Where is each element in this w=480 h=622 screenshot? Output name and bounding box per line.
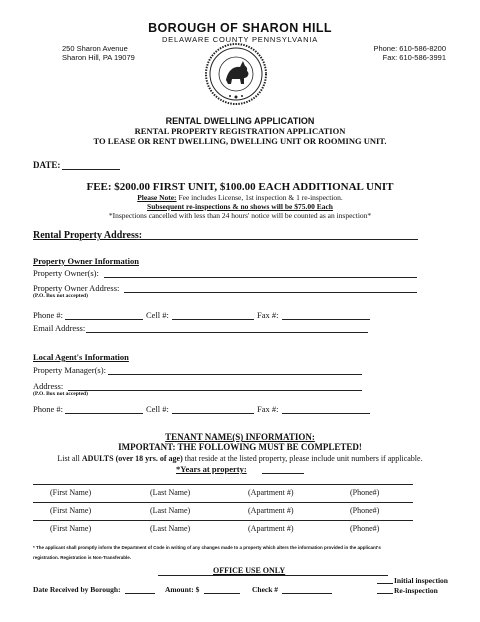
agent-address-label: Address:	[33, 381, 64, 391]
agent-fax-label: Fax #:	[257, 404, 279, 414]
footnote-line-1-text: The applicant shall promptly inform the Department of Code in writing of any changes made to a property which alters the information provided in the applicant's	[36, 545, 381, 550]
date-label: DATE:	[33, 160, 61, 170]
tenant-row-1-first: (First Name)	[50, 488, 92, 497]
re-inspection-field[interactable]	[377, 593, 393, 594]
agent-fax-field[interactable]	[282, 413, 370, 414]
owner-phone-field[interactable]	[65, 319, 143, 320]
rental-address-field[interactable]	[136, 239, 418, 240]
date-field[interactable]	[62, 169, 120, 170]
owner-name-field[interactable]	[104, 277, 417, 278]
owner-fax-field[interactable]	[282, 319, 370, 320]
owner-phone-label: Phone #:	[33, 310, 63, 320]
address-line-1: 250 Sharon Avenue	[62, 44, 128, 53]
sub-title: RENTAL PROPERTY REGISTRATION APPLICATION	[134, 126, 346, 136]
tenant-row-3-first: (First Name)	[50, 524, 92, 533]
tenant-section-heading: TENANT NAME(S) INFORMATION:	[165, 432, 315, 442]
years-at-property-field[interactable]	[262, 473, 304, 474]
phone-number: Phone: 610-586-8200	[373, 44, 446, 53]
office-use-divider	[158, 575, 388, 576]
owner-cell-field[interactable]	[172, 319, 254, 320]
footnote-line-2: registration. Registration is Non-Transferable.	[33, 555, 132, 560]
tenant-row-2-last: (Last Name)	[150, 506, 191, 515]
agent-cell-field[interactable]	[172, 413, 254, 414]
amount-label: Amount: $	[165, 585, 200, 594]
main-title: RENTAL DWELLING APPLICATION	[165, 116, 315, 126]
owner-po-note: (P.O. Box not accepted)	[33, 293, 88, 299]
years-at-property-label: *Years at property:	[176, 464, 247, 474]
agent-cell-label: Cell #:	[146, 404, 169, 414]
tenant-row-2-line[interactable]	[33, 502, 413, 503]
agent-phone-label: Phone #:	[33, 404, 63, 414]
tenant-row-3-line[interactable]	[33, 520, 413, 521]
owner-address-label: Property Owner Address:	[33, 283, 120, 293]
tenant-instructions-pre: List all	[57, 454, 82, 463]
owner-cell-label: Cell #:	[146, 310, 169, 320]
office-use-heading: OFFICE USE ONLY	[213, 566, 286, 575]
cancellation-note: *Inspections cancelled with less than 24 hours' notice will be counted as an inspection*	[108, 211, 372, 220]
check-label: Check #	[252, 585, 279, 594]
footnote-line-1: * The applicant shall promptly inform the Department of Code in writing of any changes made to a property which alters the information provided in the applicant's	[33, 545, 381, 550]
owner-name-label: Property Owner(s):	[33, 268, 99, 278]
date-received-label: Date Received by Borough:	[33, 585, 121, 594]
initial-inspection-field[interactable]	[377, 583, 393, 584]
org-name: BOROUGH OF SHARON HILL	[148, 21, 332, 35]
purpose-title: TO LEASE OR RENT DWELLING, DWELLING UNIT OR ROOMING UNIT.	[93, 136, 387, 146]
owner-address-field[interactable]	[124, 292, 417, 293]
fee-note-text: Fee includes License, 1st inspection & 1 re-inspection.	[176, 193, 343, 202]
tenant-row-2-first: (First Name)	[50, 506, 92, 515]
tenant-instructions	[0, 454, 480, 463]
county-name: DELAWARE COUNTY PENNSYLVANIA	[161, 35, 319, 44]
tenant-row-1-line[interactable]	[33, 484, 413, 485]
fax-number: Fax: 610-586-3991	[382, 53, 446, 62]
manager-name-label: Property Manager(s):	[33, 365, 106, 375]
tenant-instructions-post: that reside at the listed property, please include unit numbers if applicable.	[182, 454, 423, 463]
agent-po-note: (P.O. Box not accepted)	[33, 391, 88, 397]
tenant-row-3-apartment: (Apartment #)	[248, 524, 294, 533]
agent-phone-field[interactable]	[65, 413, 143, 414]
tenant-row-1-phone: (Phone#)	[350, 488, 380, 497]
rental-address-label: Rental Property Address:	[33, 230, 143, 241]
amount-field[interactable]	[204, 593, 240, 594]
agent-address-field[interactable]	[68, 390, 362, 391]
initial-inspection-label: Initial inspection	[394, 576, 448, 585]
fee-note	[0, 193, 480, 202]
tenant-row-3-last: (Last Name)	[150, 524, 191, 533]
re-inspection-label: Re-inspection	[394, 586, 438, 595]
fee-headline: FEE: $200.00 FIRST UNIT, $100.00 EACH ADDITIONAL UNIT	[86, 181, 394, 193]
manager-name-field[interactable]	[108, 374, 362, 375]
owner-email-field[interactable]	[86, 332, 368, 333]
borough-seal	[204, 42, 268, 106]
tenant-instructions-bold: ADULTS (over 18 yrs. of age)	[81, 454, 183, 463]
address-line-2: Sharon Hill, PA 19079	[62, 53, 135, 62]
owner-section-heading: Property Owner Information	[33, 256, 139, 266]
reinspection-note: Subsequent re-inspections & no shows will be $75.00 Each	[147, 202, 333, 211]
owner-fax-label: Fax #:	[257, 310, 279, 320]
tenant-row-3-phone: (Phone#)	[350, 524, 380, 533]
tenant-row-2-apartment: (Apartment #)	[248, 506, 294, 515]
agent-section-heading: Local Agent's Information	[33, 352, 129, 362]
date-received-field[interactable]	[125, 593, 155, 594]
owner-email-label: Email Address:	[33, 323, 86, 333]
check-field[interactable]	[282, 593, 332, 594]
tenant-row-2-phone: (Phone#)	[350, 506, 380, 515]
fee-note-label: Please Note:	[137, 193, 177, 202]
tenant-row-1-last: (Last Name)	[150, 488, 191, 497]
tenant-row-1-apartment: (Apartment #)	[248, 488, 294, 497]
tenant-important-note: IMPORTANT: THE FOLLOWING MUST BE COMPLETED!	[118, 442, 362, 452]
